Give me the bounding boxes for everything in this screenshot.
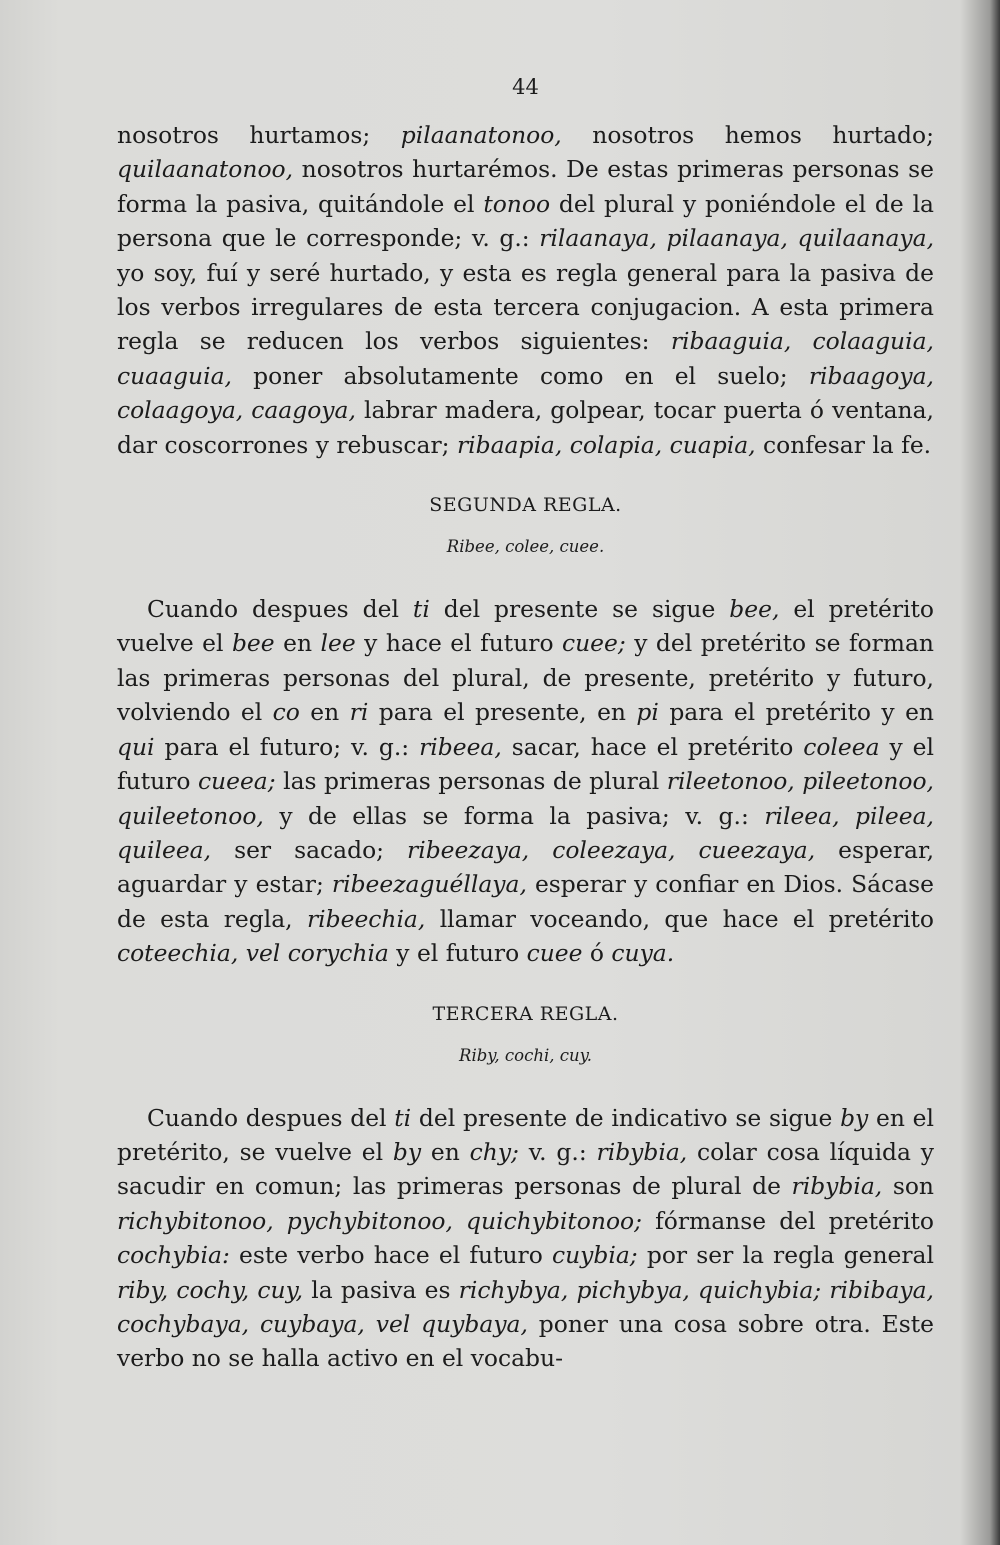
text-run: poner absolutamente como en el suelo; [231, 361, 809, 390]
text-run: por ser la regla general [637, 1241, 934, 1270]
italic-term: coteechia, vel corychia [117, 939, 389, 968]
italic-term: ribaagoya, colaagoya, caagoya, [117, 361, 934, 425]
italic-term: riby, cochy, cuy, [117, 1275, 304, 1304]
text-run: en el pretérito, se vuelve el [117, 1103, 934, 1166]
text-run: del plural y poniéndole el de la persona que le corresponde; v. g.: [117, 189, 935, 253]
italic-term: pilaanatonoo, [400, 121, 562, 149]
italic-term: ribybia, [791, 1172, 883, 1201]
paragraph-1 [117, 118, 934, 462]
text-run: este verbo hace el futuro [229, 1241, 552, 1270]
text-run: esperar y confiar en Dios. Sácase de esta regla, [117, 870, 935, 933]
text-run: en [421, 1137, 470, 1166]
italic-term: richybya, pichybya, quichybia; ribibaya, cochybaya, cuybaya, vel quybaya, [117, 1275, 934, 1338]
italic-term: ribaaguia, colaaguia, cuaaguia, [117, 327, 934, 390]
italic-term: by [392, 1137, 422, 1166]
italic-term: bee [231, 629, 275, 658]
text-run: Cuando despues del [147, 595, 413, 624]
text-run: y de ellas se forma la pasiva; v. g.: [263, 801, 765, 830]
italic-term: co [272, 698, 300, 727]
text-run: las primeras personas de plural [275, 767, 667, 796]
italic-term: ti [412, 595, 430, 624]
italic-term: by [840, 1103, 869, 1132]
page-number: 44 [512, 75, 539, 99]
italic-term: cueea; [197, 767, 276, 796]
text-run: colar cosa líquida y sacudir en comun; las primeras personas de plural de [117, 1137, 935, 1201]
italic-term: cuee [526, 939, 583, 968]
text-run: y el futuro [117, 732, 934, 796]
italic-term: coleea [803, 732, 880, 761]
italic-term: tonoo [483, 189, 551, 218]
text-run: en [274, 629, 321, 658]
text-run: llamar voceando, que hace el pretérito [425, 904, 935, 933]
text-run: nosotros hurtarémos. De estas primeras personas se forma la pasiva, quitándole el [117, 155, 934, 218]
italic-term: ribeechia, [306, 904, 426, 933]
heading-tercera-regla: TERCERA REGLA. [432, 1002, 619, 1025]
text-run: para el futuro; v. g.: [154, 732, 420, 761]
paragraph-2 [117, 592, 934, 970]
paragraph-3 [117, 1101, 934, 1376]
text-run: para el presente, en [368, 698, 637, 727]
italic-term: ribeezaya, coleezaya, cueezaya, [407, 835, 816, 864]
italic-term: ribeezaguéllaya, [331, 870, 527, 899]
page-content [117, 72, 934, 1376]
text-run: el pretérito vuelve el [117, 595, 935, 658]
italic-term: cuybia; [552, 1241, 638, 1270]
italic-term: quilaanatonoo, [117, 155, 294, 184]
italic-term: ribeea, [419, 732, 502, 761]
text-run: poner una cosa sobre otra. Este verbo no se halla activo en el vocabu- [117, 1309, 934, 1373]
italic-term: cuya. [611, 939, 675, 968]
text-run: yo soy, fuí y seré hurtado, y esta es regla general para la pasiva de los verbos irregulares de esta tercera conjugacion. A esta primera regla se reducen los verbos siguientes: [117, 258, 934, 356]
italic-term: qui [117, 732, 155, 761]
text-run: sacar, hace el pretérito [501, 732, 804, 761]
text-run: v. g.: [518, 1137, 597, 1166]
text-run: labrar madera, golpear, tocar puerta ó ventana, dar coscorrones y rebuscar; [117, 396, 934, 459]
italic-term: rilaanaya, pilaanaya, quilaanaya, [539, 224, 935, 253]
subheading-tercera-regla: Riby, cochi, cuy. [459, 1045, 592, 1065]
text-run: y el futuro [388, 939, 527, 968]
text-run: nosotros hemos hurtado; [561, 121, 934, 149]
subheading-segunda-regla: Ribee, colee, cuee. [446, 537, 605, 557]
italic-term: chy; [469, 1137, 519, 1166]
italic-term: pi [636, 698, 659, 727]
text-run: para el pretérito y en [658, 698, 934, 727]
italic-term: cuee; [562, 629, 626, 658]
text-run: ó [582, 939, 612, 968]
italic-term: lee [320, 629, 356, 658]
text-run: nosotros hurtamos; [117, 121, 401, 149]
text-run: en [299, 698, 350, 727]
italic-term: ri [349, 698, 369, 727]
italic-term: ribybia, [596, 1137, 688, 1166]
text-run: fórmanse del pretérito [642, 1206, 934, 1235]
text-run: y hace el futuro [355, 629, 563, 658]
text-run: Cuando despues del [147, 1103, 395, 1132]
italic-term: richybitonoo, pychybitonoo, quichybitonoo; [117, 1206, 642, 1235]
text-run: confesar la fe. [755, 430, 932, 459]
italic-term: ti [394, 1103, 412, 1132]
italic-term: rileetonoo, pileetonoo, quileetonoo, [117, 767, 934, 830]
text-run: del presente se sigue [429, 595, 730, 624]
italic-term: bee, [729, 595, 780, 624]
heading-segunda-regla: SEGUNDA REGLA. [429, 494, 622, 517]
text-run: del presente de indicativo se sigue [411, 1103, 841, 1132]
italic-term: rileea, pileea, quileea, [117, 801, 934, 864]
italic-term: ribaapia, colapia, cuapia, [456, 430, 756, 459]
text-run: son [882, 1172, 934, 1201]
text-run: esperar, aguardar y estar; [117, 835, 935, 899]
text-run: ser sacado; [211, 835, 408, 864]
text-run: y del pretérito se forman las primeras personas del plural, de presente, pretérito y futuro, volviendo el [117, 629, 935, 727]
text-run: la pasiva es [303, 1275, 459, 1304]
italic-term: cochybia: [117, 1241, 230, 1270]
